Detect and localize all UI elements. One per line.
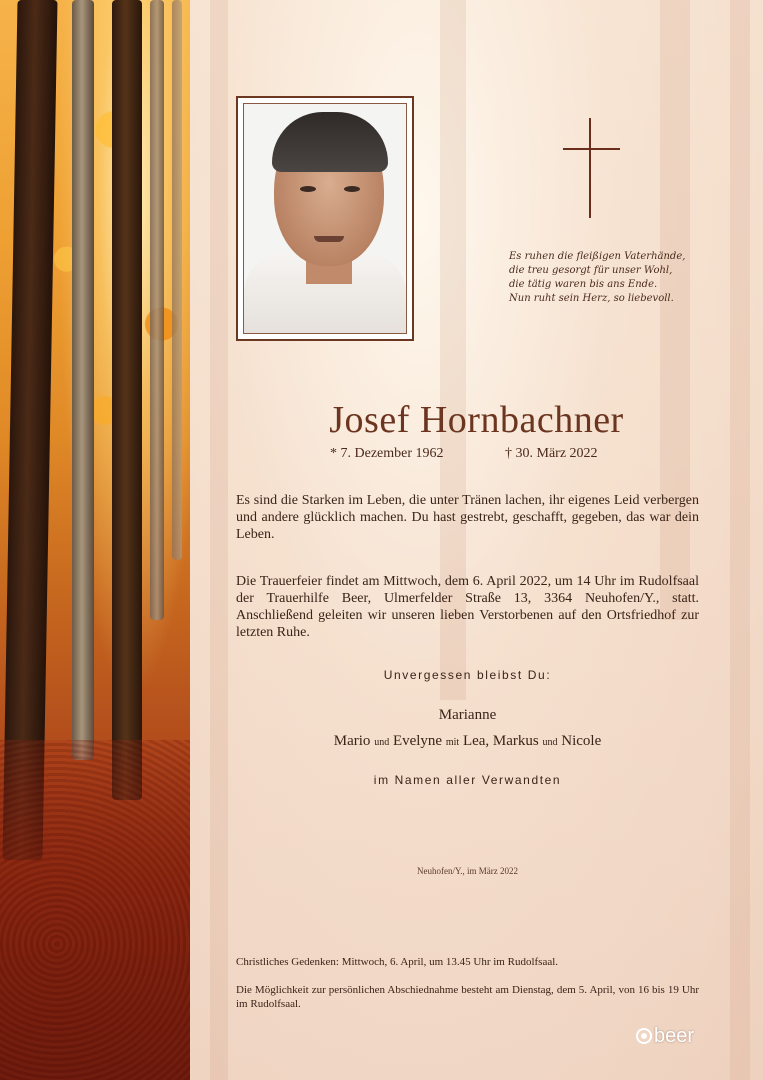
- poem: [509, 250, 749, 306]
- mourner-name: Evelyne: [392, 733, 443, 749]
- mourner-line-2: [236, 733, 699, 750]
- connector-word: mit: [445, 737, 460, 748]
- beer-logo-icon: [636, 1028, 652, 1044]
- deceased-name: Josef Hornbachner: [329, 399, 624, 441]
- place-date: Neuhofen/Y., im März 2022: [416, 866, 519, 876]
- mourner-name: Mario: [333, 733, 371, 749]
- farewell-text: Die Möglichkeit zur persönlichen Abschiednahme besteht am Dienstag, dem 5. April, von 16 bis 19 Uhr im Rudolfsaal.: [236, 984, 699, 1010]
- poem-line: die tätig waren bis ans Ende.: [509, 279, 658, 290]
- logo-text: beer: [654, 1024, 695, 1047]
- connector-word: und: [374, 737, 390, 748]
- birth-date: * 7. Dezember 1962: [330, 446, 444, 461]
- remembrance-text: Christliches Gedenken: Mittwoch, 6. April, um 13.45 Uhr im Rudolfsaal.: [236, 956, 559, 968]
- death-date: † 30. März 2022: [505, 446, 598, 461]
- poem-line: Es ruhen die fleißigen Vaterhände,: [509, 251, 686, 262]
- mourner-name: Nicole: [561, 733, 602, 749]
- tribute-text: Es sind die Starken im Leben, die unter Tränen lachen, ihr eigenes Leid verbergen und andere glücklich machen. Du hast gestrebt, geschafft, gegeben, das war dein Leben.: [236, 493, 699, 542]
- poem-line: Nun ruht sein Herz, so liebevoll.: [509, 293, 674, 304]
- poem-line: die treu gesorgt für unser Wohl,: [509, 265, 673, 276]
- autumn-forest-image: [0, 0, 190, 1080]
- mourner-line-1: Marianne: [438, 707, 497, 723]
- connector-word: und: [542, 737, 558, 748]
- portrait-photo: [236, 96, 414, 341]
- beer-logo: [636, 1024, 694, 1048]
- cross-icon: [563, 118, 620, 218]
- mourner-name: Lea, Markus: [462, 733, 539, 749]
- relatives-line: im Namen aller Verwandten: [373, 773, 562, 787]
- ceremony-text: Die Trauerfeier findet am Mittwoch, dem 6. April 2022, um 14 Uhr im Rudolfsaal der Trauerhilfe Beer, Ulmerfelder Straße 13, 3364 Neuhofen/Y., statt. Anschließend geleiten wir unseren lieben Verstorbenen auf den Ortsfriedhof zur letzten Ruhe.: [236, 574, 699, 640]
- mourners-heading: Unvergessen bleibst Du:: [383, 668, 552, 682]
